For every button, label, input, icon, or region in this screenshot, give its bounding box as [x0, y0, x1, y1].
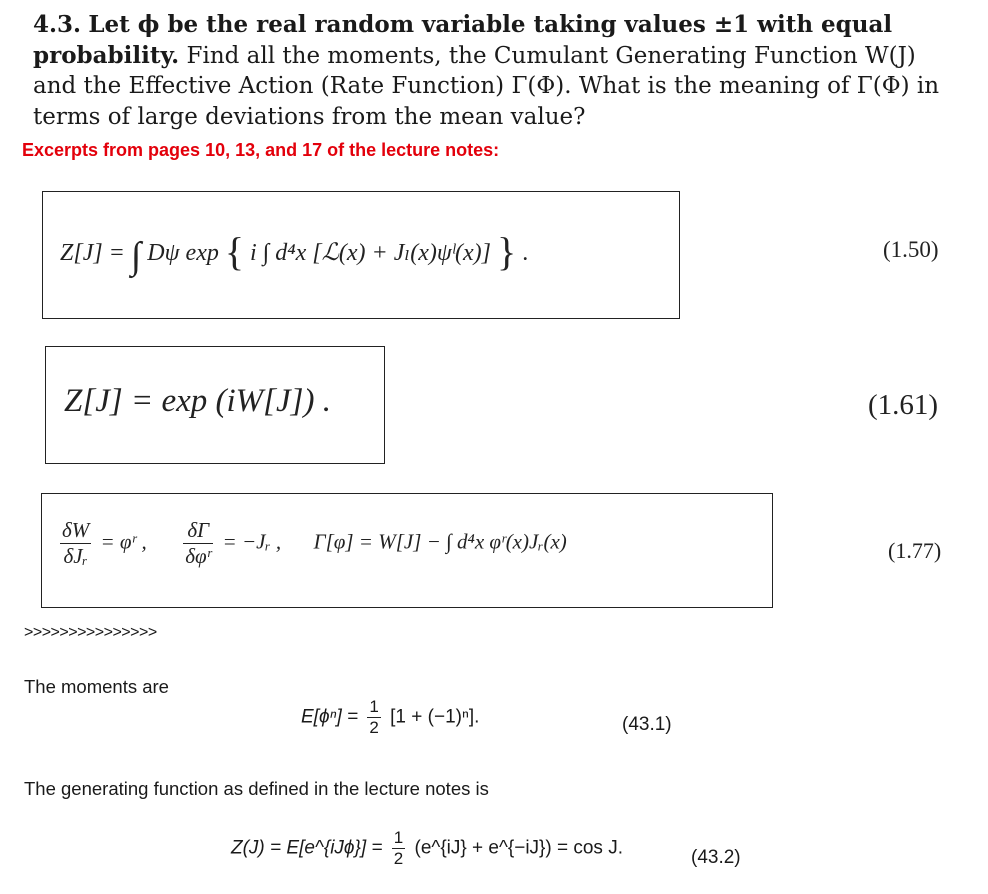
- eq432-frac: [392, 828, 405, 869]
- problem-number: 4.3.: [33, 11, 82, 38]
- eq432-rhs: (e^{iJ} + e^{−iJ}) = cos J.: [414, 837, 623, 859]
- equation-number-1-77: (1.77): [888, 538, 942, 563]
- problem-text: Find all the moments, the Cumulant Generating Function W(J) and the Effective Action (Rate Function) Γ(Φ). What is the meaning of Γ(Φ) in terms of large deviations from the mean value?: [33, 42, 940, 130]
- equation-1-50: [60, 228, 528, 278]
- excerpt-heading: Excerpts from pages 10, 13, and 17 of the lecture notes:: [22, 140, 500, 160]
- equation-1-77: [56, 518, 567, 569]
- eq177-frac2-num: δΓ: [183, 518, 213, 544]
- equation-number-1-50: (1.50): [883, 237, 939, 262]
- eq150-brace-close: }: [497, 229, 517, 274]
- problem-bold-text: Let ϕ be the real random variable taking values ±1 with equal probability.: [33, 11, 893, 69]
- problem-statement: [33, 10, 963, 132]
- equation-number-43-1: (43.1): [622, 714, 672, 735]
- eq431-frac-num: 1: [369, 697, 379, 716]
- eq177-eq2-rhs: = −Jᵣ ,: [222, 529, 282, 554]
- eq150-inner: i ∫ d⁴x [ℒ(x) + Jₗ(x)ψˡ(x)]: [250, 240, 492, 266]
- eq432-frac-den: 2: [393, 849, 404, 868]
- eq177-frac-1: [60, 518, 91, 569]
- eq150-lhs: Z[J] =: [60, 240, 125, 266]
- eq432-lhs: Z(J) = E[e^{iJϕ}] =: [231, 837, 383, 859]
- eq177-frac-2: [183, 518, 213, 569]
- equation-43-1: [301, 697, 479, 738]
- moments-label: The moments are: [24, 676, 169, 697]
- eq177-eq1-rhs: = φʳ ,: [100, 529, 147, 554]
- equation-43-2: [231, 828, 623, 869]
- separator-arrows: >>>>>>>>>>>>>>>: [24, 624, 157, 641]
- eq431-rhs: [1 + (−1)ⁿ].: [390, 706, 480, 728]
- eq177-frac1-num: δW: [62, 518, 90, 542]
- eq431-frac-den: 2: [369, 718, 379, 737]
- eq431-lhs: E[ϕⁿ] =: [301, 706, 359, 728]
- equation-1-61: Z[J] = exp (iW[J]) .: [64, 383, 331, 419]
- equation-number-1-61: (1.61): [868, 389, 939, 421]
- eq431-frac: [367, 697, 380, 738]
- eq150-dot: .: [522, 240, 529, 266]
- eq150-integral: ∫: [130, 235, 142, 277]
- eq177-eq3: Γ[φ] = W[J] − ∫ d⁴x φʳ(x)Jᵣ(x): [313, 529, 567, 554]
- eq150-brace-open: {: [224, 229, 245, 274]
- generating-function-label: The generating function as defined in the lecture notes is: [24, 778, 489, 799]
- eq177-frac2-den: δφʳ: [185, 544, 212, 568]
- eq432-frac-num: 1: [393, 828, 404, 847]
- eq177-frac1-den: δJᵣ: [63, 544, 88, 568]
- eq150-measure: Dψ exp: [147, 240, 219, 266]
- equation-number-43-2: (43.2): [691, 847, 741, 868]
